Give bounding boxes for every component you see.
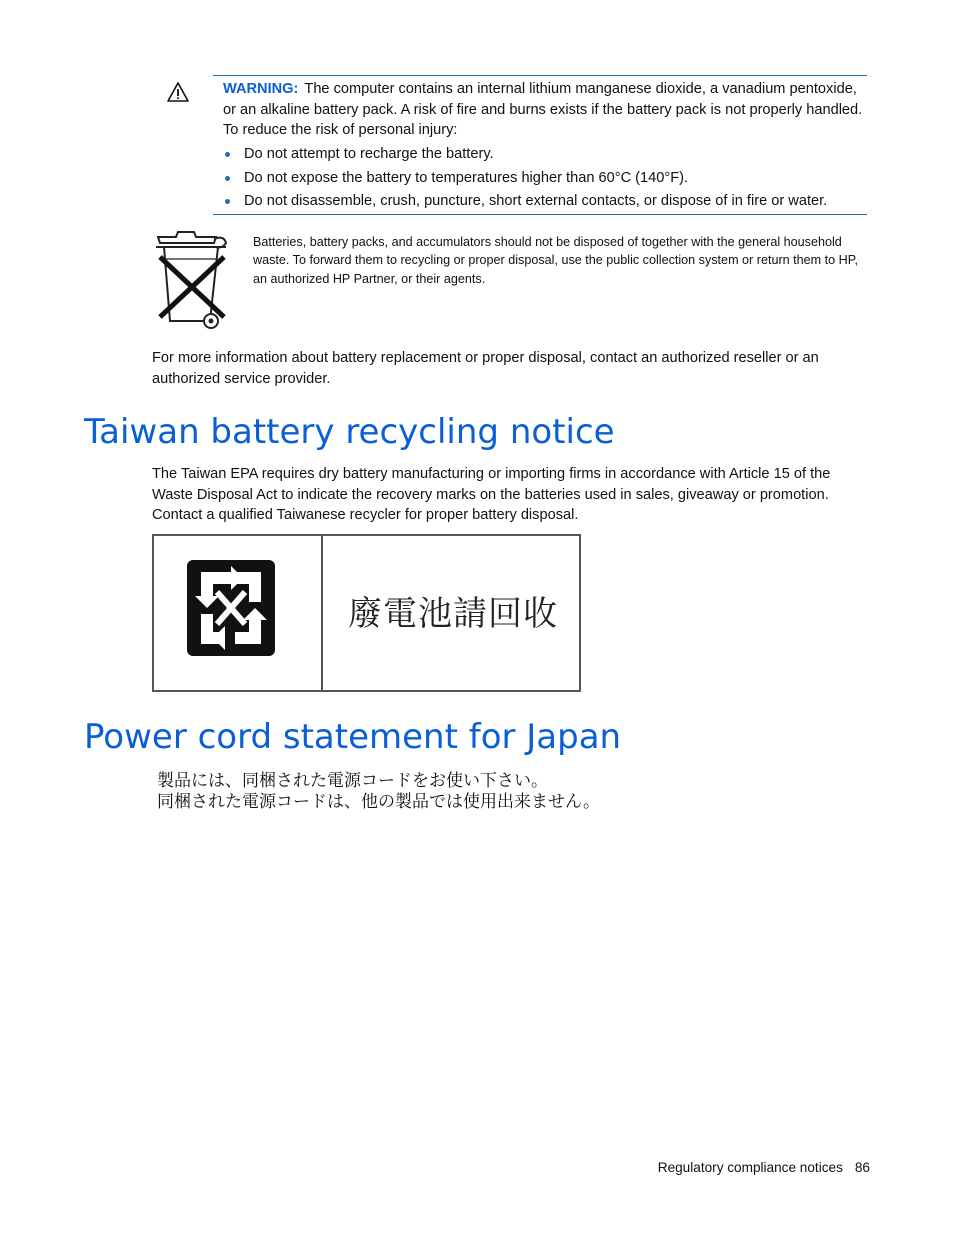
japan-line-1: 製品には、同梱された電源コードをお使い下さい。 [157,771,548,791]
recycle-mark-icon [185,558,277,658]
table-divider [321,536,323,690]
warning-label: WARNING: [223,81,299,97]
taiwan-heading: Taiwan battery recycling notice [84,412,615,452]
bullet-dot-icon [225,199,230,204]
bullet-dot-icon [225,176,230,181]
bullet-text: Do not expose the battery to temperatures higher than 60°C (140°F). [244,169,689,186]
recycle-mark-table [152,534,581,692]
list-item [223,191,863,215]
warning-text: The computer contains an internal lithium manganese dioxide, a vanadium pentoxide, or an alkaline battery pack. A risk of fire and burns exists if the battery pack is not properly handled. To reduce the risk of personal injury: [223,81,863,139]
japan-statement [157,771,797,813]
warning-bullet-list [223,144,863,215]
list-item [223,144,863,168]
warning-text-block [223,79,863,141]
japan-heading: Power cord statement for Japan [84,717,622,757]
taiwan-body: The Taiwan EPA requires dry battery manufacturing or importing firms in accordance with Article 15 of the Waste Disposal Act to indicate the recovery marks on the batteries used in sales, giveaway or promotion. Contact a qualified Taiwanese recycler for proper battery disposal. [152,466,831,524]
page-number: 86 [854,1160,870,1175]
japan-line-2: 同梱された電源コードは、他の製品では使用出来ません。 [157,792,601,812]
page-footer [600,1158,870,1178]
warning-triangle-icon [166,81,190,103]
bullet-text: Do not disassemble, crush, puncture, short external contacts, or dispose of in fire or water. [244,193,828,209]
recycle-label-chinese: 廢電池請回收 [348,594,558,634]
list-item [223,168,863,192]
disposal-notice: Batteries, battery packs, and accumulators should not be disposed of together with the general household waste. To forward them to recycling or proper disposal, use the public collection system or return them to HP, an authorized HP Partner, or their agents. [253,235,859,286]
crossed-out-bin-icon [152,229,232,331]
bullet-dot-icon [225,152,230,157]
bullet-text: Do not attempt to recharge the battery. [244,146,494,162]
more-info-paragraph: For more information about battery replacement or proper disposal, contact an authorized reseller or an authorized service provider. [152,350,819,387]
footer-section-title: Regulatory compliance notices [657,1160,843,1175]
